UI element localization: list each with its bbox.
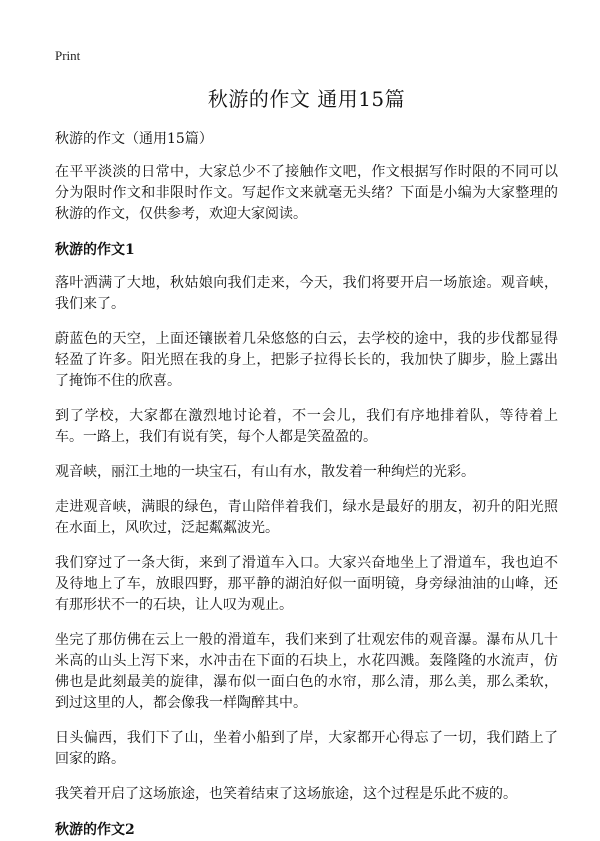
paragraph: 我笑着开启了这场旅途，也笑着结束了这场旅途，这个过程是乐此不疲的。	[55, 786, 517, 802]
paragraph: 落叶洒满了大地，秋姑娘向我们走来，今天，我们将要开启一场旅途。观音峡，我们来了。	[55, 275, 558, 312]
section-heading: 秋游的作文2	[55, 822, 135, 838]
intro-paragraph: 在平平淡淡的日常中，大家总少不了接触作文吧，作文根据写作时限的不同可以分为限时作文和非限时作文。写起作文来就毫无头绪？下面是小编为大家整理的秋游的作文，仅供参考，欢迎大家阅读。	[55, 164, 558, 222]
paragraph: 坐完了那仿佛在云上一般的滑道车，我们来到了壮观宏伟的观音瀑。瀑布从几十米高的山头上泻下来，水冲击在下面的石块上，水花四溅。轰隆隆的水流声，仿佛也是此刻最美的旋律，瀑布似一面白色的水帘，那么清，那么美，那么柔软，到过这里的人，都会像我一样陶醉其中。	[55, 632, 558, 711]
paragraph: 走进观音峡，满眼的绿色，青山陪伴着我们，绿水是最好的朋友，初升的阳光照在水面上，风吹过，泛起粼粼波光。	[55, 499, 558, 536]
paragraph: 到了学校，大家都在激烈地讨论着，不一会儿，我们有序地排着队，等待着上车。一路上，我们有说有笑，每个人都是笑盈盈的。	[55, 408, 558, 445]
paragraph: 日头偏西，我们下了山，坐着小船到了岸，大家都开心得忘了一切，我们踏上了回家的路。	[55, 730, 558, 767]
paragraph: 观音峡，丽江土地的一块宝石，有山有水，散发着一种绚烂的光彩。	[55, 464, 475, 480]
paragraph: 我们穿过了一条大街，来到了滑道车入口。大家兴奋地坐上了滑道车，我也迫不及待地上了车，放眼四野，那平静的湖泊好似一面明镜，身旁绿油油的山峰，还有那形状不一的石块，让人叹为观止。	[55, 555, 558, 613]
section-heading: 秋游的作文1	[55, 242, 135, 258]
print-link[interactable]: Print	[55, 48, 81, 63]
subtitle: 秋游的作文（通用15篇）	[55, 131, 213, 147]
paragraph: 蔚蓝色的天空，上面还镶嵌着几朵悠悠的白云，去学校的途中，我的步伐都显得轻盈了许多。阳光照在我的身上，把影子拉得长长的，我加快了脚步，脸上露出了掩饰不住的欣喜。	[55, 331, 558, 389]
page-title: 秋游的作文 通用15篇	[207, 87, 406, 111]
